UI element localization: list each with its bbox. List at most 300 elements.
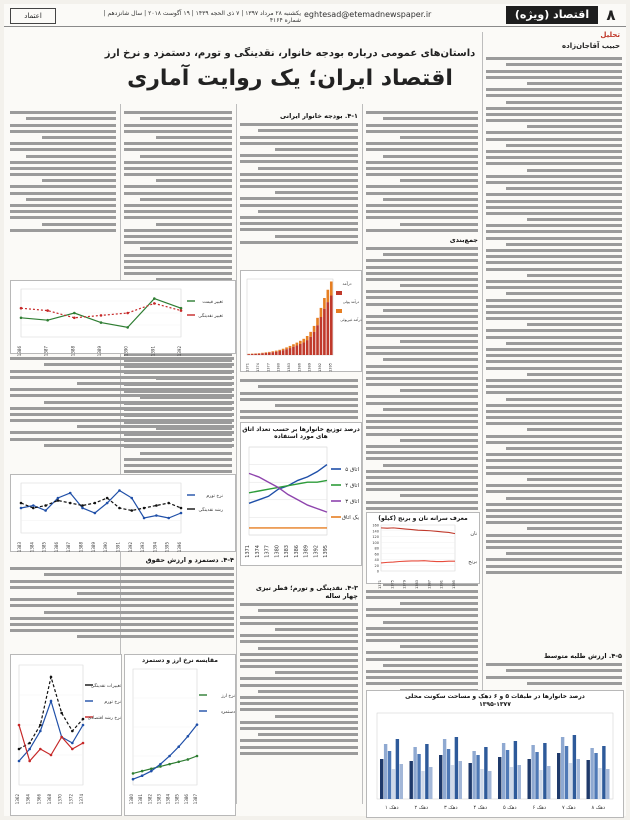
bar (254, 354, 257, 355)
series-marker (71, 748, 74, 751)
x-tick-label: 1395 (323, 545, 329, 558)
bar (602, 746, 605, 799)
legend-label: درآمد غیرپولی (340, 318, 362, 322)
bar (557, 753, 560, 799)
bar (261, 353, 264, 354)
bar (323, 298, 326, 309)
x-tick-label: 1391 (150, 346, 156, 357)
x-tick-label: 1366 (36, 794, 42, 805)
bar (410, 761, 413, 799)
series-marker (150, 770, 153, 773)
series-marker (153, 302, 156, 305)
series-marker (50, 754, 53, 757)
bar (598, 768, 601, 799)
bar (565, 746, 568, 799)
x-tick-label: 1383 (287, 363, 291, 372)
deciles-subcaption: ۱۳۹۵-۱۳۷۷ (479, 701, 511, 708)
header-email[interactable]: eghtesad@etemadnewspaper.ir (304, 10, 432, 19)
x-tick-label: 1392 (177, 346, 182, 357)
series-marker (168, 763, 171, 766)
x-tick-label: 1386 (17, 346, 22, 357)
series-marker (44, 504, 47, 507)
series-marker (57, 497, 60, 500)
series-marker (73, 312, 76, 315)
x-tick-label: 1364 (25, 794, 31, 805)
bar (330, 281, 333, 295)
bar (451, 765, 454, 799)
series-marker (177, 745, 180, 748)
x-tick-label: 1374 (256, 363, 261, 372)
series-marker (143, 517, 146, 520)
body-text-column-3 (240, 108, 358, 268)
x-tick-label: 1379 (402, 580, 407, 589)
legend-label: ۵ اتاق (345, 467, 359, 473)
deciles-bar-chart (366, 690, 624, 818)
series-marker (20, 307, 23, 310)
series-marker (180, 307, 183, 310)
series-marker (50, 700, 53, 703)
x-tick-label: 1381 (138, 794, 144, 805)
bar (421, 771, 424, 799)
bar (469, 763, 472, 799)
fx-wage-caption: مقایسه نرخ ارز و دستمزد (142, 657, 218, 664)
series-marker (167, 517, 170, 520)
growth-chart-svg (11, 655, 121, 815)
series-marker (126, 326, 129, 329)
bar (296, 345, 299, 355)
legend-label: نرخ رشد اقتصادی (87, 716, 121, 721)
series-marker (82, 724, 85, 727)
growth-chart (10, 654, 122, 816)
x-tick-label: 1384 (29, 542, 35, 553)
series-marker (187, 735, 190, 738)
x-tick-label: 1386 (297, 363, 302, 372)
x-tick-label: 1374 (254, 545, 261, 558)
bar (392, 769, 395, 799)
x-tick-label: 1394 (152, 542, 158, 553)
x-tick-label: 1386 (53, 542, 59, 553)
y-tick-label: 160 (372, 523, 379, 528)
x-tick-label: 1375 (390, 580, 395, 589)
legend-label: درآمد (342, 281, 352, 286)
x-tick-label: 1387 (66, 542, 72, 553)
x-tick-label: 1391 (439, 580, 444, 589)
legend-label: درآمد پولی (342, 300, 360, 304)
x-tick-label: 1380 (129, 794, 134, 805)
bar (543, 743, 546, 799)
x-tick-label: دهک ۵ (502, 805, 517, 811)
bar (320, 308, 323, 317)
x-tick-label: 1386 (183, 794, 189, 805)
x-tick-label: 1390 (103, 542, 109, 553)
series-marker (50, 676, 53, 679)
bar (388, 751, 391, 799)
series-marker (82, 742, 85, 745)
legend-label: ۳ اتاق (345, 499, 359, 505)
series-marker (143, 507, 146, 510)
legend-label: یک اتاق (341, 515, 359, 521)
bar (413, 747, 416, 799)
series-marker (130, 497, 133, 500)
price-liquidity-chart (10, 280, 236, 357)
series-marker (94, 512, 97, 515)
series-marker (106, 502, 109, 505)
inflation-chart (10, 474, 236, 552)
y-tick-label: 80 (374, 546, 379, 551)
series-marker (155, 504, 158, 507)
series-marker (168, 755, 171, 758)
series-marker (32, 507, 35, 510)
series-marker (18, 748, 21, 751)
x-tick-label: 1388 (78, 542, 84, 553)
bar (316, 318, 319, 325)
bar (455, 737, 458, 799)
x-tick-label: 1368 (47, 794, 52, 805)
series-marker (167, 502, 170, 505)
bar (380, 759, 383, 799)
series-marker (81, 507, 84, 510)
x-tick-label: دهک ۱ (384, 805, 399, 811)
body-text-column-5c (10, 552, 234, 652)
page-header (4, 4, 626, 27)
series-marker (180, 309, 183, 312)
x-tick-label: 1382 (147, 794, 153, 805)
series-marker (81, 504, 84, 507)
x-tick-label: 1388 (70, 346, 76, 357)
bar (577, 759, 580, 799)
x-tick-label: 1383 (156, 794, 162, 805)
bar (425, 744, 428, 799)
legend-swatch (336, 291, 342, 295)
series-marker (130, 509, 133, 512)
series-marker (106, 497, 109, 500)
x-tick-label: 1389 (97, 346, 102, 357)
legend-swatch (336, 309, 342, 313)
bar (306, 340, 309, 355)
bar (472, 751, 475, 799)
x-tick-label: 1377 (266, 363, 271, 372)
bar (323, 309, 326, 355)
series-marker (73, 317, 76, 320)
x-tick-label: 1380 (276, 363, 281, 372)
bar (268, 352, 271, 353)
subhead-wage: ۴-۴. دستمزد و ارزش حقوق (145, 556, 234, 564)
deciles-caption: درصد خانوارها در طبقات ۵ و ۶ دهک و مساحت سکونت محلی (405, 693, 585, 700)
price-liquidity-chart-svg (11, 281, 235, 357)
series-marker (39, 730, 42, 733)
article-title: اقتصاد ایران؛ یک روایت آماری (127, 66, 453, 91)
bar (484, 747, 487, 799)
header-dateline: یکشنبه ۲۸ مرداد ۱۳۹۷ | ۷ ذی الحجه ۱۴۳۹ | ۱۹ آگوست ۲۰۱۸ | سال شانزدهم | شماره ۴۱۶۴ (103, 10, 301, 24)
bar (429, 767, 432, 799)
x-tick-label: 1384 (165, 794, 171, 805)
x-tick-label: 1371 (245, 363, 250, 372)
x-tick-label: 1395 (164, 542, 170, 553)
article-kicker: داستان‌های عمومی درباره بودجه خانوار، نقدینگی و تورم، دستمزد و نرخ ارز (104, 48, 476, 59)
x-tick-label: 1370 (57, 794, 63, 805)
bar (289, 348, 292, 355)
income-bar-chart (240, 270, 362, 372)
series-marker (159, 763, 162, 766)
bread-rice-chart (366, 512, 480, 589)
legend-label: نرخ ارز (221, 694, 235, 699)
legend-label: تغییر نقدینگی (198, 314, 223, 319)
series-marker (132, 772, 135, 775)
bar (506, 750, 509, 799)
series-marker (71, 742, 74, 745)
series-marker (46, 309, 49, 312)
body-text-column-2 (366, 108, 478, 508)
x-tick-label: 1383 (284, 545, 290, 558)
series-marker (177, 761, 180, 764)
bar (590, 748, 593, 799)
bar (316, 325, 319, 355)
series-marker (126, 312, 129, 315)
x-tick-label: 1391 (115, 542, 121, 553)
x-tick-label: دهک ۴ (473, 805, 488, 811)
bar (309, 332, 312, 337)
fx-wage-chart (124, 654, 236, 816)
series-marker (28, 760, 31, 763)
legend-label: برنج (468, 559, 477, 565)
legend-label: نرخ تورم (206, 494, 223, 499)
x-tick-label: 1396 (177, 542, 182, 553)
x-tick-label: 1393 (140, 542, 146, 553)
series-marker (100, 314, 103, 317)
series-marker (69, 492, 72, 495)
bar (594, 753, 597, 799)
x-tick-label: 1385 (41, 542, 47, 553)
series-marker (20, 502, 23, 505)
bar (285, 349, 288, 355)
series-marker (39, 748, 42, 751)
bar (447, 749, 450, 799)
deciles-bar-chart-svg (367, 691, 623, 817)
bar (502, 743, 505, 799)
bar (417, 754, 420, 799)
bar (296, 343, 299, 346)
series-marker (196, 755, 199, 758)
y-tick-label: 100 (372, 540, 379, 545)
subhead-fx: ۴-۵. ارزش طلبه متوسط (543, 652, 622, 660)
bar (268, 353, 271, 355)
y-tick-label: 40 (374, 558, 379, 562)
series-marker (57, 499, 60, 502)
bar (330, 296, 333, 355)
bar (510, 767, 513, 799)
bar (251, 354, 254, 355)
x-tick-label: دهک ۷ (561, 805, 576, 811)
bar (320, 317, 323, 355)
bar (247, 354, 250, 355)
x-tick-label: 1389 (307, 363, 312, 372)
rooms-line-chart-svg (241, 423, 361, 565)
bar (258, 354, 261, 355)
bar (587, 760, 590, 799)
bar (531, 745, 534, 799)
series-marker (180, 512, 183, 515)
x-tick-label: 1383 (17, 542, 22, 553)
section-label: اقتصاد (ویژه) (506, 6, 598, 24)
bar (528, 759, 531, 799)
series-marker (153, 297, 156, 300)
y-tick-label: 120 (372, 535, 379, 539)
column-rule (362, 104, 363, 804)
bar (302, 342, 305, 355)
bar (299, 344, 302, 355)
bar (569, 763, 572, 799)
bar (561, 737, 564, 799)
bar (299, 341, 302, 344)
series-marker (82, 718, 85, 721)
bar (573, 735, 576, 799)
x-tick-label: 1385 (174, 794, 180, 805)
inflation-chart-svg (11, 475, 235, 551)
bar (396, 739, 399, 799)
bar (265, 352, 268, 353)
series-marker (187, 758, 190, 761)
page-number: ۸ (606, 6, 616, 24)
bar (278, 351, 281, 355)
x-tick-label: 1374 (79, 794, 84, 805)
bar (282, 350, 285, 355)
x-tick-label: 1372 (68, 794, 74, 805)
bar (459, 761, 462, 799)
legend-label: رشد نقدینگی (198, 508, 223, 513)
legend-label: دستمزد (220, 710, 235, 715)
fx-wage-chart-svg (125, 655, 235, 815)
series-marker (18, 760, 21, 763)
series-marker (196, 723, 199, 726)
newspaper-logo: اعتماد (10, 8, 56, 24)
rooms-line-chart (240, 422, 362, 566)
bar (278, 350, 281, 351)
bar (443, 739, 446, 799)
bar (518, 765, 521, 799)
subhead-summary: جمع‌بندی (449, 235, 478, 244)
bar (306, 336, 309, 340)
x-tick-label: 1371 (378, 580, 382, 589)
x-tick-label: 1387 (193, 794, 198, 805)
series-marker (20, 507, 23, 510)
x-tick-label: 1392 (313, 545, 320, 558)
bar (289, 346, 292, 348)
income-bar-chart-svg (241, 271, 361, 371)
bar (282, 349, 285, 350)
bar (261, 353, 264, 355)
body-text-column-1 (486, 54, 622, 644)
body-text-column-5b (10, 354, 234, 474)
x-tick-label: 1395 (452, 580, 456, 589)
bar (275, 351, 278, 352)
x-tick-label: 1387 (43, 346, 49, 357)
series-marker (141, 774, 144, 777)
series-marker (71, 730, 74, 733)
bar (271, 351, 274, 352)
rooms-chart-caption: درصد توزیع خانوارها بر حسب تعداد اتاق های مورد استفاده (242, 426, 360, 440)
subhead-budget: ۴-۱. بودجه خانوار ایرانی (280, 112, 358, 120)
bar (539, 770, 542, 799)
bar (480, 769, 483, 799)
series-marker (44, 509, 47, 512)
series-marker (60, 712, 63, 715)
bar (285, 347, 288, 349)
series-marker (155, 514, 158, 517)
article-tag: تحلیل (600, 31, 620, 39)
x-tick-label: 1380 (274, 545, 281, 558)
series-marker (118, 489, 121, 492)
x-tick-label: 1383 (415, 580, 419, 589)
bar (313, 326, 316, 332)
x-tick-label: 1390 (123, 346, 129, 357)
series-marker (18, 724, 21, 727)
series-marker (28, 748, 31, 751)
x-tick-label: دهک ۸ (591, 805, 606, 811)
series-marker (180, 507, 183, 510)
column-rule (236, 104, 237, 804)
series-marker (39, 724, 42, 727)
x-tick-label: 1386 (293, 545, 300, 558)
series-marker (32, 504, 35, 507)
bar (476, 755, 479, 799)
x-tick-label: 1387 (427, 580, 432, 589)
bar (313, 332, 316, 355)
legend-label: تغییر قیمت (202, 300, 223, 305)
x-tick-label: 1392 (317, 363, 322, 372)
bar (400, 764, 403, 799)
bar (514, 741, 517, 799)
series-marker (69, 502, 72, 505)
bar (292, 347, 295, 355)
bar (327, 302, 330, 355)
series-marker (118, 507, 121, 510)
x-tick-label: 1395 (328, 363, 333, 372)
legend-label: ۴ اتاق (345, 483, 359, 489)
bar (327, 290, 330, 302)
bar (292, 344, 295, 346)
y-tick-label: 140 (372, 529, 379, 534)
article-byline: حبیب آقاجان‌زاده (561, 42, 620, 50)
x-tick-label: دهک ۳ (443, 805, 458, 811)
legend-label: نرخ تورم (104, 700, 121, 705)
series-marker (94, 502, 97, 505)
bar (547, 766, 550, 799)
bar (439, 755, 442, 799)
bar (488, 771, 491, 799)
series-marker (20, 317, 23, 320)
newspaper-page (4, 4, 626, 816)
body-text-column-1b (486, 648, 622, 688)
bar (302, 339, 305, 343)
bread-rice-chart-svg (367, 513, 479, 589)
subhead-liquidity: ۴-۳. نقدینگی و تورم؛ قطر تیزی چهار ساله (255, 584, 358, 600)
x-tick-label: 1389 (90, 542, 96, 553)
series-marker (28, 742, 31, 745)
x-tick-label: دهک ۲ (414, 805, 429, 811)
y-tick-label: 20 (374, 563, 379, 568)
series-marker (46, 319, 49, 322)
bar (535, 752, 538, 799)
body-text-column-3c (240, 580, 358, 812)
legend-label: نان (470, 531, 477, 537)
bread-rice-caption: معرف سرانه نان و برنج (کیلو) (378, 515, 468, 522)
y-tick-label: 0 (376, 569, 379, 574)
body-text-column-5 (10, 108, 116, 278)
series-marker (60, 736, 63, 739)
bar (265, 353, 268, 355)
bar (309, 337, 312, 355)
bar (606, 769, 609, 799)
